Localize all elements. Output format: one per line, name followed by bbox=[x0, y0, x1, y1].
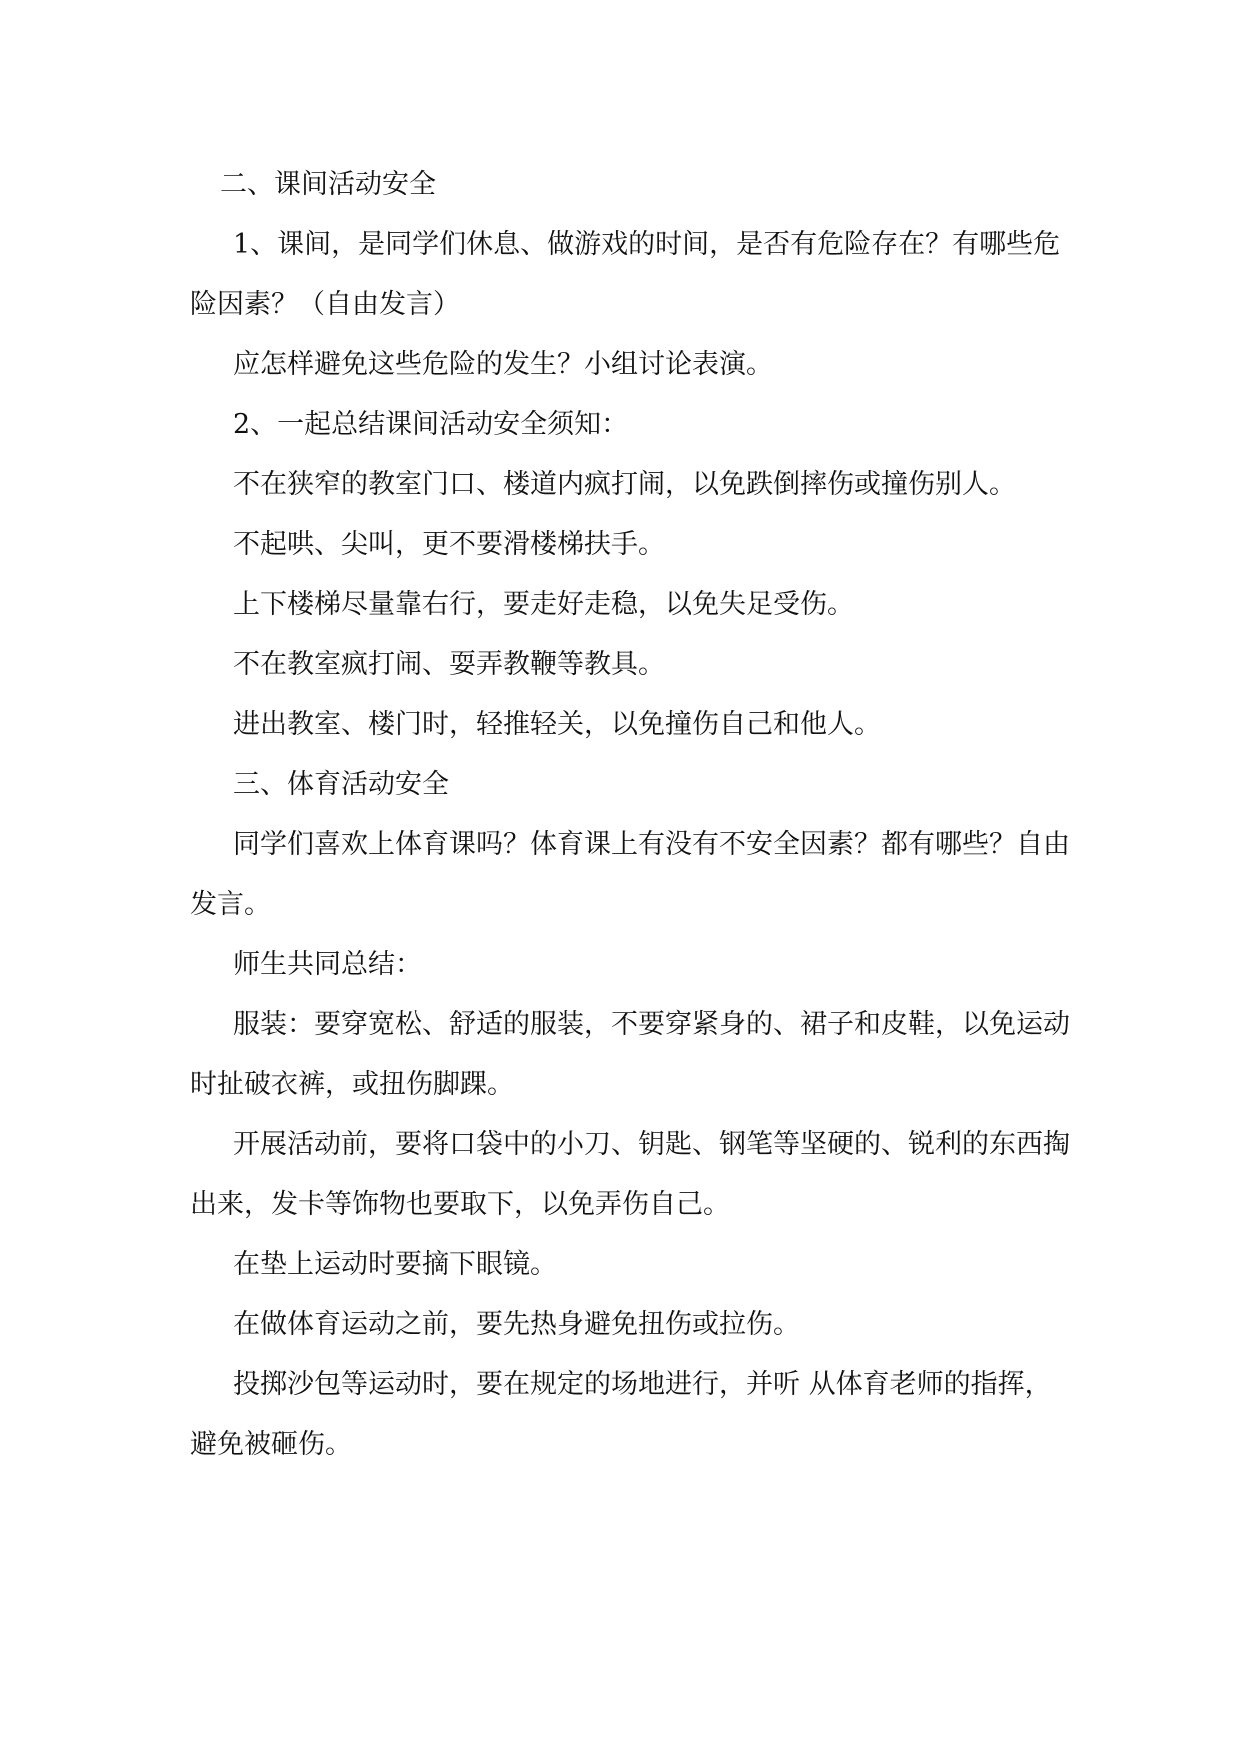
paragraph: 上下楼梯尽量靠右行，要走好走稳，以免失足受伤。 bbox=[233, 589, 854, 620]
document-body bbox=[190, 155, 1070, 1475]
paragraph: 应怎样避免这些危险的发生？小组讨论表演。 bbox=[233, 349, 773, 380]
paragraph: 服装：要穿宽松、舒适的服装，不要穿紧身的、裙子和皮鞋，以免运动时扯破衣裤，或扭伤脚踝。 bbox=[190, 1009, 1070, 1100]
paragraph: 师生共同总结： bbox=[233, 949, 422, 980]
paragraph: 不在教室疯打闹、耍弄教鞭等教具。 bbox=[233, 649, 665, 680]
section-heading-sports-safety: 三、体育活动安全 bbox=[233, 769, 449, 800]
section-heading-recess-safety: 二、课间活动安全 bbox=[220, 169, 436, 200]
paragraph: 在做体育运动之前，要先热身避免扭伤或拉伤。 bbox=[233, 1309, 800, 1340]
paragraph: 投掷沙包等运动时，要在规定的场地进行，并听 从体育老师的指挥，避免被砸伤。 bbox=[190, 1369, 1052, 1460]
paragraph: 不起哄、尖叫，更不要滑楼梯扶手。 bbox=[233, 529, 665, 560]
paragraph: 不在狭窄的教室门口、楼道内疯打闹，以免跌倒摔伤或撞伤别人。 bbox=[233, 469, 1016, 500]
paragraph: 2、一起总结课间活动安全须知： bbox=[233, 409, 629, 440]
paragraph: 同学们喜欢上体育课吗？体育课上有没有不安全因素？都有哪些？自由发言。 bbox=[190, 829, 1070, 920]
paragraph: 1、课间，是同学们休息、做游戏的时间，是否有危险存在？有哪些危险因素？（自由发言） bbox=[190, 229, 1061, 320]
paragraph: 开展活动前，要将口袋中的小刀、钥匙、钢笔等坚硬的、锐利的东西掏出来，发卡等饰物也要取下，以免弄伤自己。 bbox=[190, 1129, 1070, 1220]
paragraph: 在垫上运动时要摘下眼镜。 bbox=[233, 1249, 557, 1280]
paragraph: 进出教室、楼门时，轻推轻关，以免撞伤自己和他人。 bbox=[233, 709, 881, 740]
